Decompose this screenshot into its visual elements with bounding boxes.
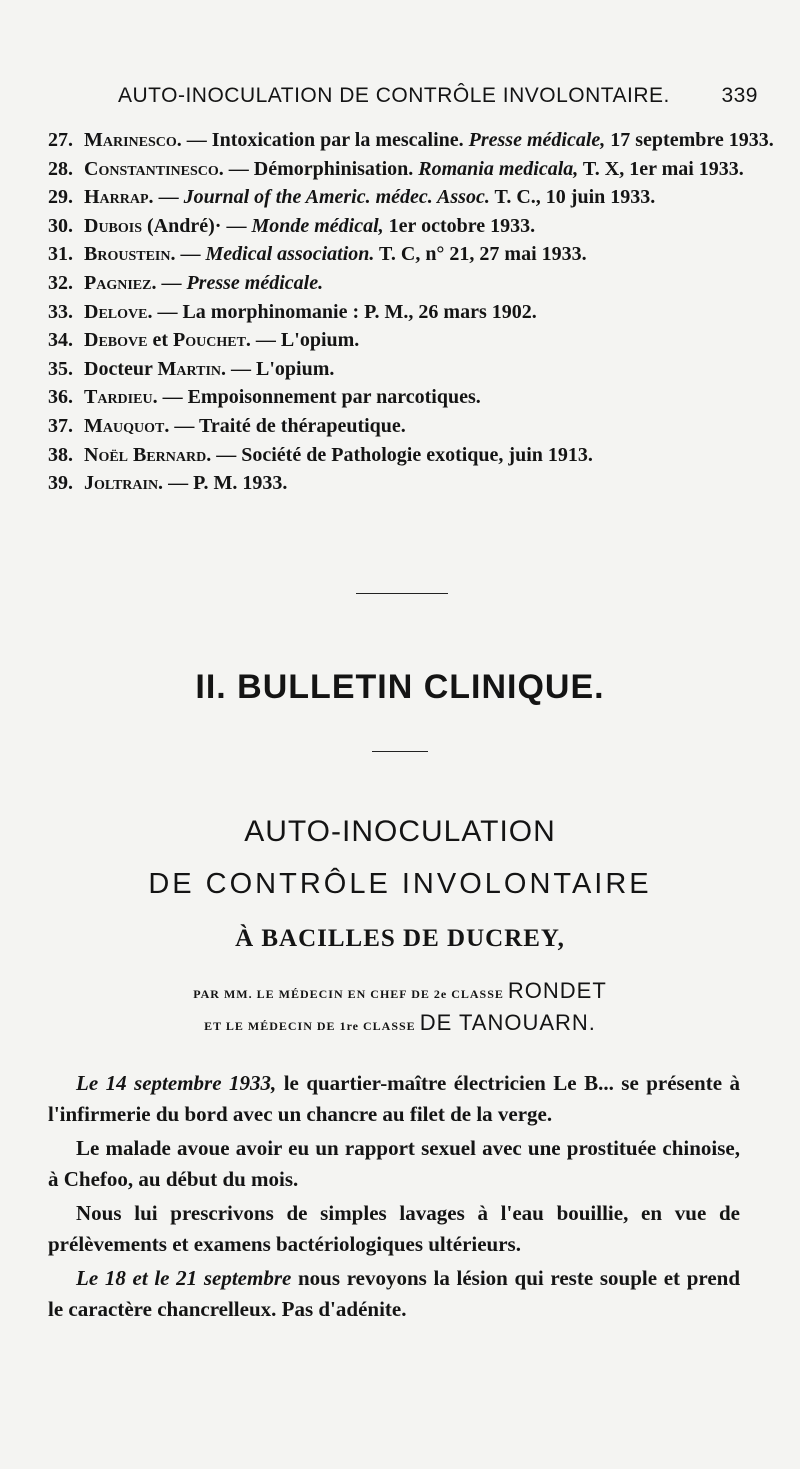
reference-item: 36. Tardieu. — Empoisonnement par narcotiques. [48,386,481,409]
section-heading: II. BULLETIN CLINIQUE. [195,668,605,706]
paragraph: Nous lui prescrivons de simples lavages à l'eau bouillie, en vue de prélèvements et examens bactériologiques ultérieurs. [48,1201,740,1256]
divider-rule-short [372,751,428,752]
reference-item: 35. Docteur Martin. — L'opium. [48,357,335,380]
article-title-line2: DE CONTRÔLE INVOLONTAIRE [148,868,652,900]
article-title-line3: À BACILLES DE DUCREY, [235,925,565,952]
reference-item: 34. Debove et Pouchet. — L'opium. [48,329,360,352]
reference-item: 37. Mauquot. — Traité de thérapeutique. [48,414,406,437]
page-number: 339 [721,84,758,107]
reference-item: 27. Marinesco. — Intoxication par la mescaline. Presse médicale, 17 septembre 1933. [48,129,774,151]
author-line-1-prefix: PAR MM. LE MÉDECIN EN CHEF DE 2e CLASSE [193,987,504,1001]
reference-item: 39. Joltrain. — P. M. 1933. [48,472,288,495]
reference-item: 29. Harrap. — Journal of the Americ. médec. Assoc. T. C., 10 juin 1933. [48,186,656,209]
reference-item: 31. Broustein. — Medical association. T. C, n° 21, 27 mai 1933. [48,243,587,266]
author-line-2-prefix: ET LE MÉDECIN DE 1re CLASSE [204,1019,416,1033]
author-name-2: DE TANOUARN. [419,1010,596,1035]
reference-item: 30. Dubois (André)· — Monde médical, 1er octobre 1933. [48,214,536,237]
author-line-2 [0,1010,800,1036]
author-line-1 [0,978,800,1004]
paragraph: Le 18 et le 21 septembre nous revoyons la lésion qui reste souple et prend le caractère chancrelleux. Pas d'adénite. [48,1266,740,1321]
article-title-line1: AUTO-INOCULATION [244,815,556,848]
reference-item: 38. Noël Bernard. — Société de Pathologie exotique, juin 1913. [48,443,593,466]
divider-rule [356,593,448,594]
paragraph: Le 14 septembre 1933, le quartier-maître électricien Le B... se présente à l'infirmerie du bord avec un chancre au filet de la verge. [48,1071,740,1126]
reference-item: 28. Constantinesco. — Démorphinisation. Romania medicala, T. X, 1er mai 1933. [48,157,744,180]
reference-list [48,126,774,498]
paragraph: Le malade avoue avoir eu un rapport sexuel avec une prostituée chinoise, à Chefoo, au début du mois. [48,1136,740,1191]
author-name-1: RONDET [507,978,607,1003]
reference-item: 32. Pagniez. — Presse médicale. [48,271,324,294]
running-title: AUTO-INOCULATION DE CONTRÔLE INVOLONTAIRE. [118,84,670,107]
article-body [48,1068,740,1328]
reference-item: 33. Delove. — La morphinomanie : P. M., 26 mars 1902. [48,300,537,323]
